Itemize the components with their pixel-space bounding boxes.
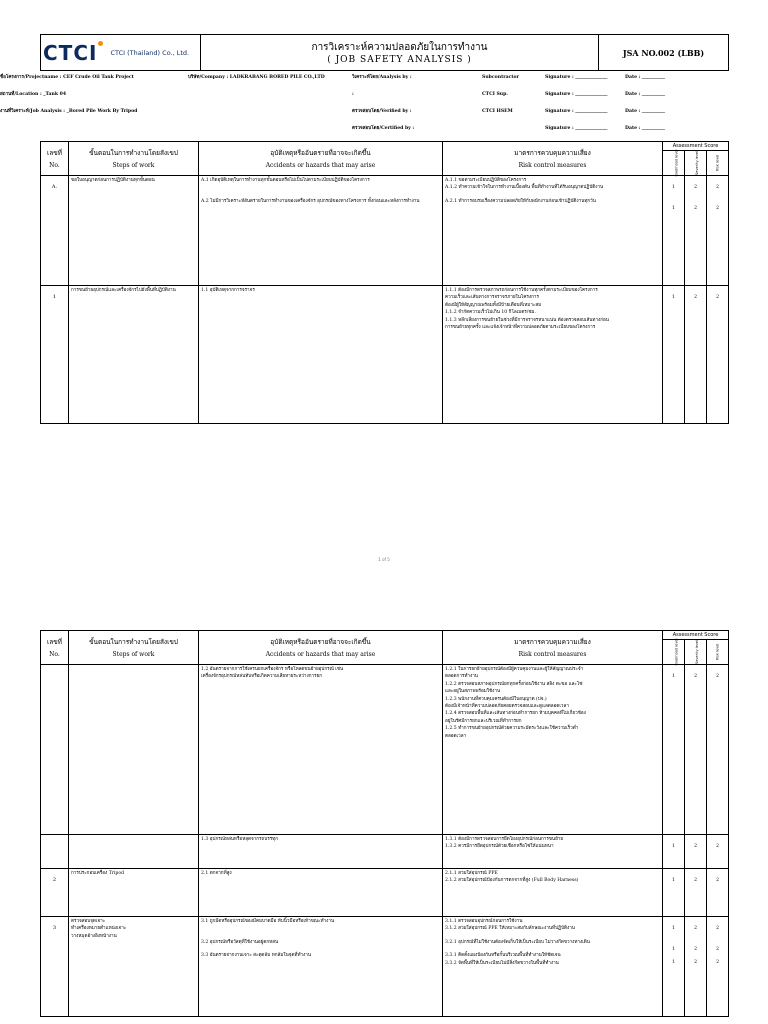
score-value: 1 bbox=[672, 926, 675, 931]
col-risk: Risk level bbox=[707, 151, 729, 176]
hazard-line: 3.1 ถูกมีดหรืออุปกรณ์ของมีคมบาดมือ ทับนิ้วมือหรือเท้าขณะทำงาน bbox=[201, 919, 335, 924]
control-line: 1.1.2 จำกัดความเร็วไม่เกิน 10 กิโลเมตร/ชม. bbox=[445, 310, 536, 316]
control-line: 3.3.1 ติดตั้งแผงป้องกันหรือกั้นบริเวณพื้นที่ทำงานให้ชัดเจน bbox=[445, 953, 561, 959]
control-line: 3.3.2 จัดพื้นที่ให้เป็นระเบียบไม่มีสิ่งกีดขวางในพื้นที่ทำงาน bbox=[445, 960, 559, 966]
hazard-cell bbox=[199, 835, 443, 869]
severity-score bbox=[685, 176, 707, 286]
likelihood-score bbox=[663, 176, 685, 286]
col-hazards: อุบัติเหตุหรืออันตรายที่อาจจะเกิดขึ้น Accidents or hazards that may arise bbox=[199, 631, 443, 665]
severity-score bbox=[685, 286, 707, 424]
control-line: 1.1.3 หลีกเลี่ยงการขนย้ายในช่วงที่มีการจราจรหนาแน่น ต้องตรวจสอบเส้นทางก่อน bbox=[445, 317, 609, 323]
col-hazards: อุบัติเหตุหรืออันตรายที่อาจจะเกิดขึ้น Accidents or hazards that may arise bbox=[199, 142, 443, 176]
score-value: 2 bbox=[716, 946, 719, 952]
project-info bbox=[0, 73, 728, 141]
project-info-field: CTCI Sup. bbox=[482, 92, 508, 97]
table-row bbox=[41, 665, 729, 835]
title-cell bbox=[201, 35, 599, 71]
hazard-cell bbox=[199, 869, 443, 917]
control-line: ความเร็วและเส้นทางการจราจรภายในโครงการ bbox=[445, 295, 539, 301]
project-info-field: : bbox=[352, 92, 354, 97]
title-thai: การวิเคราะห์ความปลอดภัยในการทำงาน bbox=[311, 42, 488, 53]
control-line: 1.2.3 พนักงานที่ควบคุมเครนต้องมีใบอนุญาต (ปจ.) bbox=[445, 696, 547, 702]
project-info-field: CTCI HSEM bbox=[482, 109, 513, 114]
page-number: 1 of 5 bbox=[378, 557, 390, 562]
control-line: 1.3.1 ต้องมีการตรวจสอบการยึดโยงอุปกรณ์ก่อนการขนย้าย bbox=[445, 837, 564, 842]
table-row bbox=[41, 286, 729, 424]
likelihood-score bbox=[663, 835, 685, 869]
control-line: ต้องมีผู้ให้สัญญาณพร้อมทั้งมีป้ายเตือนที่เหมาะสม bbox=[445, 302, 542, 308]
score-value: 2 bbox=[694, 674, 697, 679]
score-value: 2 bbox=[694, 185, 697, 190]
score-value: 1 bbox=[672, 844, 675, 849]
row-number bbox=[41, 665, 69, 835]
hazard-line: 1.1 อุบัติเหตุจากการจราจร bbox=[201, 288, 255, 293]
score-value: 1 bbox=[672, 878, 675, 883]
score-value: 2 bbox=[716, 205, 719, 211]
risk-score bbox=[707, 176, 729, 286]
row-number: A. bbox=[41, 176, 69, 286]
hazard-line: 1.2 อันตรายจากการใช้เครนยกเครื่องจักร หรือโหลดขนย้ายอุปกรณ์ เช่น bbox=[201, 667, 344, 672]
col-assessment: Assessment Score bbox=[663, 631, 729, 640]
likelihood-score bbox=[663, 869, 685, 917]
jsa-page-2 bbox=[40, 630, 728, 1017]
control-line: การขนย้ายทุกครั้ง และแจ้งเจ้าหน้าที่ความปลอดภัยตามระเบียบของโครงการ bbox=[445, 325, 596, 331]
likelihood-score bbox=[663, 665, 685, 835]
jsa-header bbox=[40, 34, 729, 71]
step-of-work bbox=[69, 176, 199, 286]
score-value: 2 bbox=[694, 844, 697, 849]
table-row bbox=[41, 176, 729, 286]
project-info-field: วิเคราะห์โดย/Analysis by : bbox=[352, 75, 412, 80]
control-line: ต้องมีเจ้าหน้าที่ความปลอดภัยคอยตรวจสอบและดูแลตลอดเวลา bbox=[445, 704, 569, 710]
project-info-row bbox=[0, 107, 768, 117]
control-line: A.2.1 ทำการอบรมเรื่องความปลอดภัยให้กับพนักงานก่อนเข้าปฏิบัติงานทุกวัน bbox=[445, 198, 596, 204]
col-severity: Severity level bbox=[685, 640, 707, 665]
hazard-line: A.2 ไม่มีการวิเคราะห์อันตรายในการทำงานของเครื่องจักร อุปกรณ์ของทางโครงการ ทั้งก่อนและหลังการทำงาน bbox=[201, 198, 420, 204]
step-line: วางหมุดอ้างอิงหน้างาน bbox=[71, 933, 117, 939]
col-likelihood: Likelihood level bbox=[663, 151, 685, 176]
hazard-cell bbox=[199, 286, 443, 424]
control-cell bbox=[443, 835, 663, 869]
control-line: ตลอดเวลา bbox=[445, 733, 467, 739]
risk-score bbox=[707, 286, 729, 424]
control-line: 3.2.1 อุปกรณ์ที่ไม่ใช้งานต้องจัดเก็บให้เป็นระเบียบ ไม่วางกีดขวางทางเดิน bbox=[445, 939, 590, 945]
score-value: 2 bbox=[716, 926, 719, 931]
control-line: 3.1.1 ตรวจสอบอุปกรณ์ก่อนการใช้งาน bbox=[445, 919, 523, 924]
control-line: 1.2.2 ตรวจสอบสภาพอุปกรณ์ยกทุกครั้งก่อนใช้งาน สลิง ตะขอ และโซ่ bbox=[445, 681, 583, 687]
col-steps: ขั้นตอนในการทำงานโดยสังเขป Steps of work bbox=[69, 142, 199, 176]
control-cell bbox=[443, 869, 663, 917]
jsa-table-page-2 bbox=[40, 630, 729, 1017]
control-cell bbox=[443, 176, 663, 286]
hazard-line: เครื่องจักรอุปกรณ์หล่นทับหรือเกิดความเสียหายระหว่างการยก bbox=[201, 674, 323, 680]
col-controls: มาตรการควบคุมความเสี่ยง Risk control measures bbox=[443, 631, 663, 665]
step-of-work bbox=[69, 835, 199, 869]
step-line: ตรวจสอบจุดเจาะ bbox=[71, 919, 106, 924]
project-info-field: ตรวจสอบโดย/Verified by : bbox=[352, 109, 412, 114]
step-of-work bbox=[69, 665, 199, 835]
control-line: 1.2.4 ตรวจสอบพื้นที่และเส้นทางก่อนทำการยก ห้ามบุคคลที่ไม่เกี่ยวข้อง bbox=[445, 711, 586, 717]
risk-score bbox=[707, 835, 729, 869]
col-risk: Risk level bbox=[707, 640, 729, 665]
control-line: 1.1.1 ต้องมีการตรวจสภาพรถก่อนการใช้งานทุกครั้งตามระเบียบของโครงการ bbox=[445, 288, 598, 293]
table-row bbox=[41, 917, 729, 1017]
step-of-work bbox=[69, 869, 199, 917]
hazard-cell bbox=[199, 176, 443, 286]
project-info-field: ชื่อโครงการ/Projectname : CEF Crude Oil Tank Project bbox=[0, 75, 134, 80]
col-assessment: Assessment Score bbox=[663, 142, 729, 151]
project-info-field: Signature : ______________ bbox=[545, 126, 608, 131]
severity-score bbox=[685, 665, 707, 835]
likelihood-score bbox=[663, 917, 685, 1017]
score-value: 2 bbox=[716, 960, 719, 966]
project-info-field: Date : __________ bbox=[625, 126, 665, 131]
control-line: 2.1.1 สวมใส่อุปกรณ์ PPE bbox=[445, 871, 498, 876]
row-number bbox=[41, 835, 69, 869]
score-value: 2 bbox=[716, 295, 719, 300]
row-number: 2 bbox=[41, 869, 69, 917]
col-likelihood: Likelihood level bbox=[663, 640, 685, 665]
step-line: ขอใบอนุญาตก่อนการปฏิบัติงานทุกขั้นตอน bbox=[71, 178, 155, 183]
company-name: CTCI (Thailand) Co., Ltd. bbox=[110, 48, 190, 57]
control-line: 1.2.5 ทำการขนย้ายอุปกรณ์ด้วยความระมัดระวังและใช้ความเร็วต่ำ bbox=[445, 726, 579, 732]
control-line: 1.2.1 ในการยกย้ายอุปกรณ์ต้องมีผู้ควบคุมงานและผู้ให้สัญญาณประจำ bbox=[445, 667, 584, 672]
score-value: 2 bbox=[716, 185, 719, 190]
control-cell bbox=[443, 286, 663, 424]
control-line: 1.3.2 ควรมีการยึดอุปกรณ์ด้วยเชือกหรือโซ่ให้แน่นหนา bbox=[445, 844, 554, 850]
row-number: 3 bbox=[41, 917, 69, 1017]
step-line: การประกอบเครื่อง Tripod bbox=[71, 871, 125, 876]
score-value: 2 bbox=[716, 878, 719, 883]
control-cell bbox=[443, 665, 663, 835]
score-value: 2 bbox=[716, 674, 719, 679]
score-value: 2 bbox=[694, 946, 697, 952]
jsa-table-page-1 bbox=[40, 141, 729, 424]
score-value: 1 bbox=[672, 674, 675, 679]
jsa-number: JSA NO.002 (LBB) bbox=[599, 35, 729, 71]
row-number: 1 bbox=[41, 286, 69, 424]
project-info-field: Signature : ______________ bbox=[545, 75, 608, 80]
hazard-line: A.1 เกิดอุบัติเหตุในการทำงานทุกขั้นตอนหรือไม่เป็นไปตามระเบียบปฏิบัติของโครงการ bbox=[201, 178, 370, 183]
risk-score bbox=[707, 917, 729, 1017]
jsa-page-1 bbox=[0, 34, 728, 424]
project-info-field: Date : __________ bbox=[625, 92, 665, 97]
table-row bbox=[41, 869, 729, 917]
hazard-line: 2.1 ตกจากที่สูง bbox=[201, 871, 232, 876]
project-info-row bbox=[0, 73, 768, 83]
control-line: A.1.1 ขอตามระเบียบปฏิบัติของโครงการ bbox=[445, 178, 527, 183]
control-line: 3.1.2 สวมใส่อุปกรณ์ PPE ให้เหมาะสมกับลักษณะงานที่ปฏิบัติงาน bbox=[445, 926, 575, 932]
severity-score bbox=[685, 869, 707, 917]
hazard-cell bbox=[199, 917, 443, 1017]
project-info-row bbox=[0, 124, 768, 134]
score-value: 2 bbox=[694, 295, 697, 300]
control-line: A.1.2 ทำความเข้าใจในการทำงานเบื้องต้น พื้นที่ทำงานที่ได้รับอนุญาตปฏิบัติงาน bbox=[445, 185, 604, 191]
project-info-field: บริษัท/Company : LADKRABANG BORED PILE CO.,LTD bbox=[188, 75, 325, 80]
step-of-work bbox=[69, 917, 199, 1017]
hazard-line: 3.2 อุปกรณ์หรือวัสดุที่ใช้งานอยู่ตกหล่น bbox=[201, 939, 279, 945]
control-cell bbox=[443, 917, 663, 1017]
likelihood-score bbox=[663, 286, 685, 424]
project-info-field: Date : __________ bbox=[625, 75, 665, 80]
logo-dot-icon bbox=[98, 41, 103, 46]
risk-score bbox=[707, 869, 729, 917]
severity-score bbox=[685, 917, 707, 1017]
ctci-logo-mark: CTCI bbox=[43, 40, 98, 65]
hazard-cell bbox=[199, 665, 443, 835]
score-value: 1 bbox=[672, 295, 675, 300]
project-info-field: Signature : ______________ bbox=[545, 109, 608, 114]
control-line: ตลอดการทำงาน bbox=[445, 674, 478, 680]
score-value: 2 bbox=[716, 844, 719, 849]
score-value: 1 bbox=[672, 185, 675, 190]
score-value: 2 bbox=[694, 960, 697, 966]
col-no: เลขที่ No. bbox=[41, 631, 69, 665]
project-info-field: Date : __________ bbox=[625, 109, 665, 114]
step-of-work bbox=[69, 286, 199, 424]
risk-score bbox=[707, 665, 729, 835]
project-info-row bbox=[0, 90, 768, 100]
score-value: 1 bbox=[672, 960, 675, 966]
project-info-field: Signature : ______________ bbox=[545, 92, 608, 97]
col-no: เลขที่ No. bbox=[41, 142, 69, 176]
col-steps: ขั้นตอนในการทำงานโดยสังเขป Steps of work bbox=[69, 631, 199, 665]
company-logo bbox=[41, 35, 201, 71]
col-controls: มาตรการควบคุมความเสี่ยง Risk control measures bbox=[443, 142, 663, 176]
score-value: 2 bbox=[694, 926, 697, 931]
col-severity: Severity level bbox=[685, 151, 707, 176]
control-line: อยู่ในรัศมีการยกและบริเวณที่ทำการยก bbox=[445, 718, 522, 724]
severity-score bbox=[685, 835, 707, 869]
project-info-field: Subcontractor bbox=[482, 75, 519, 80]
project-info-field: สถานที่/Location : _Tank 04 bbox=[0, 92, 67, 97]
project-info-field: งานที่วิเคราะห์/Job Analysis : _Bored Pile Work By Tripod bbox=[0, 109, 138, 114]
control-line: 2.1.2 สวมใส่อุปกรณ์ป้องกันการตกจากที่สูง (Full Body Harness) bbox=[445, 878, 579, 884]
score-value: 1 bbox=[672, 946, 675, 952]
score-value: 2 bbox=[694, 205, 697, 211]
table-row bbox=[41, 835, 729, 869]
title-english: ( JOB SAFETY ANALYSIS ) bbox=[327, 55, 472, 65]
control-line: และอยู่ในสภาพพร้อมใช้งาน bbox=[445, 689, 501, 695]
hazard-line: 1.3 อุปกรณ์หล่นหรือหลุดจากรถบรรทุก bbox=[201, 837, 278, 842]
hazard-line: 3.3 อันตรายจากงานเจาะ สะดุดล้ม หกล้มในจุดที่ทำงาน bbox=[201, 953, 312, 959]
project-info-field: ตรวจสอบโดย/Certified by : bbox=[352, 126, 415, 131]
step-line: การขนย้ายอุปกรณ์และเครื่องจักรไปยังพื้นที่ปฏิบัติงาน bbox=[71, 288, 176, 293]
score-value: 2 bbox=[694, 878, 697, 883]
score-value: 1 bbox=[672, 205, 675, 211]
step-line: ทำเครื่องหมายตำแหน่งเจาะ bbox=[71, 926, 127, 932]
